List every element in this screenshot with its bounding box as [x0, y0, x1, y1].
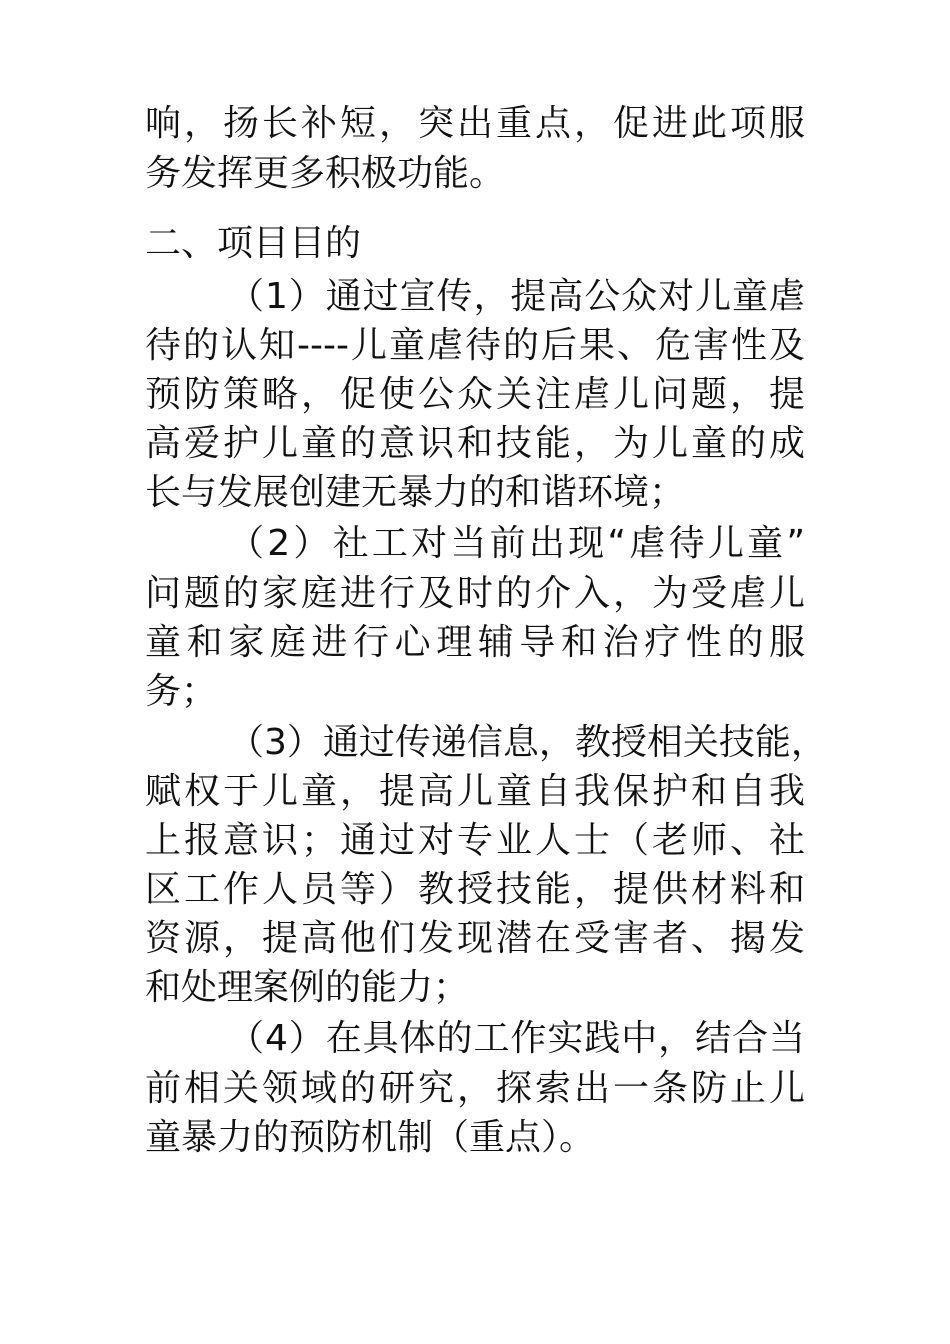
- intro-line-2: 务发挥更多积极功能。: [145, 153, 506, 194]
- item3-line-3: 上报意识；通过对专业人士（老师、社: [145, 820, 805, 861]
- item3-line-6: 和处理案例的能力；: [145, 967, 470, 1008]
- item3-line-2: 赋权于儿童，提高儿童自我保护和自我: [145, 771, 805, 812]
- item1-line-4: 高爱护儿童的意识和技能，为儿童的成: [145, 423, 805, 464]
- item1-line-3: 预防策略，促使公众关注虐儿问题，提: [145, 374, 805, 415]
- item2-line-2: 问题的家庭进行及时的介入，为受虐儿: [145, 573, 805, 614]
- item4-line-2: 前相关领域的研究，探索出一条防止儿: [145, 1068, 805, 1109]
- intro-line-1: 响，扬长补短，突出重点，促进此项服: [145, 103, 805, 144]
- item4-line-3: 童暴力的预防机制（重点）。: [145, 1117, 596, 1158]
- section-heading: 二、项目目的: [145, 223, 362, 264]
- item3-line-4: 区工作人员等）教授技能，提供材料和: [145, 869, 805, 910]
- item4-line-1: （4）在具体的工作实践中，结合当: [228, 1018, 805, 1059]
- item3-line-1: （3）通过传递信息，教授相关技能，: [228, 722, 827, 763]
- item2-line-4: 务；: [145, 671, 218, 712]
- item3-line-5: 资源，提高他们发现潜在受害者、揭发: [145, 918, 805, 959]
- item1-line-5: 长与发展创建无暴力的和谐环境；: [145, 472, 686, 513]
- item1-line-1: （1）通过宣传，提高公众对儿童虐: [228, 276, 805, 317]
- item1-line-2: 待的认知----儿童虐待的后果、危害性及: [145, 325, 805, 366]
- item2-line-3: 童和家庭进行心理辅导和治疗性的服: [145, 622, 805, 663]
- item2-line-1: （2）社工对当前出现“虐待儿童”: [228, 523, 805, 564]
